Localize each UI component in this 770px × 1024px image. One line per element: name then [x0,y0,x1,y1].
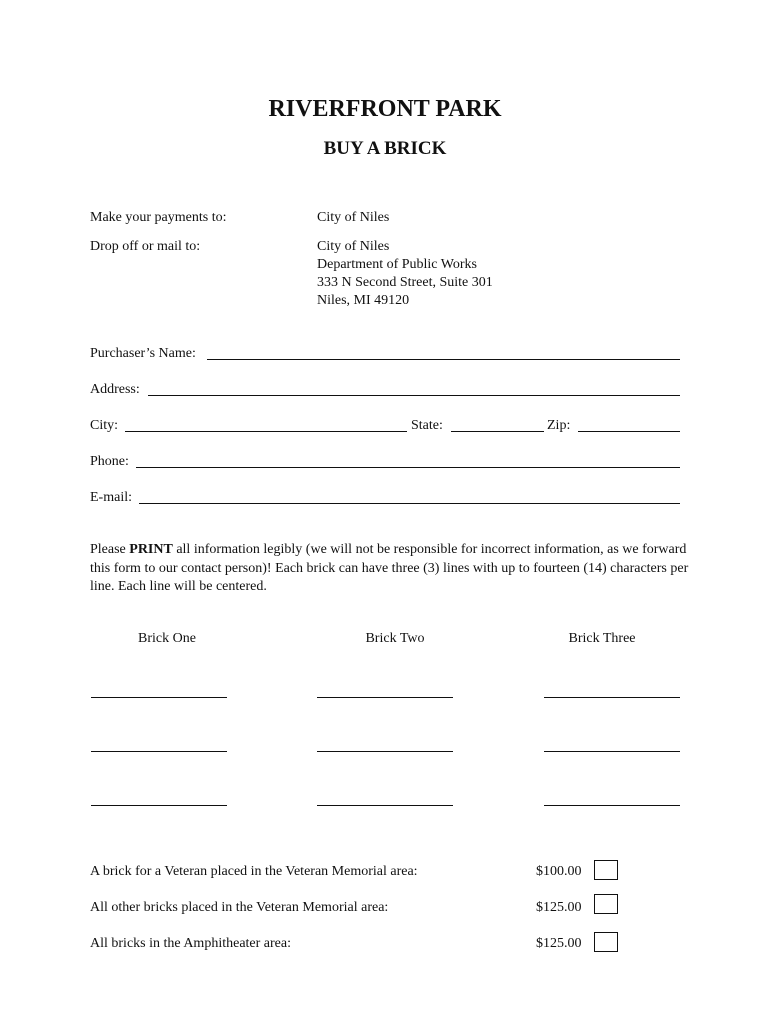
city-field[interactable] [125,417,407,432]
email-field[interactable] [139,489,680,504]
mail-address-line: City of Niles [317,239,390,254]
city-label: City: [90,418,119,433]
email-label: E-mail: [90,490,132,505]
brick-three-line-1[interactable] [544,695,680,698]
payable-value: City of Niles [317,210,390,225]
instructions-text: all information legibly (we will not be responsible for incorrect information, as we forward this form to our contact person)! Each brick can have three (3) lines with up to fourteen (14) characters per line. Each line will be centered. [90,542,689,594]
payable-label: Make your payments to: [90,210,227,225]
instructions-paragraph [90,541,690,597]
amphitheater-checkbox[interactable] [594,932,618,952]
brick-two-line-3[interactable] [317,803,453,806]
pricing-option-price: $125.00 [536,900,582,915]
brick-one-line-3[interactable] [91,803,227,806]
pricing-option-label: All bricks in the Amphitheater area: [90,936,291,951]
page-title: RIVERFRONT PARK [268,96,502,122]
zip-field[interactable] [578,417,680,432]
mail-label: Drop off or mail to: [90,239,201,254]
veteran-memorial-other-checkbox[interactable] [594,894,618,914]
pricing-option-price: $100.00 [536,864,582,879]
brick-three-header: Brick Three [568,631,636,646]
brick-two-line-1[interactable] [317,695,453,698]
state-field[interactable] [451,417,544,432]
pricing-option-label: A brick for a Veteran placed in the Veteran Memorial area: [90,864,418,879]
address-field[interactable] [148,381,680,396]
state-label: State: [411,418,443,433]
brick-one-line-1[interactable] [91,695,227,698]
address-label: Address: [90,382,140,397]
brick-one-line-2[interactable] [91,749,227,752]
phone-field[interactable] [136,453,680,468]
zip-label: Zip: [547,418,571,433]
instructions-prefix: Please [90,542,130,557]
instructions-emphasis: PRINT [129,542,173,557]
mail-address-line: Department of Public Works [317,257,477,272]
mail-address-line: Niles, MI 49120 [317,293,410,308]
brick-one-header: Brick One [138,631,196,646]
pricing-option-label: All other bricks placed in the Veteran Memorial area: [90,900,389,915]
purchaser-name-label: Purchaser’s Name: [90,346,196,361]
mail-address-line: 333 N Second Street, Suite 301 [317,275,493,290]
brick-three-line-3[interactable] [544,803,680,806]
brick-two-header: Brick Two [365,631,425,646]
brick-two-line-2[interactable] [317,749,453,752]
brick-three-line-2[interactable] [544,749,680,752]
pricing-option-price: $125.00 [536,936,582,951]
page-subtitle: BUY A BRICK [323,138,447,159]
purchaser-name-field[interactable] [207,345,680,360]
veteran-memorial-veteran-checkbox[interactable] [594,860,618,880]
phone-label: Phone: [90,454,129,469]
